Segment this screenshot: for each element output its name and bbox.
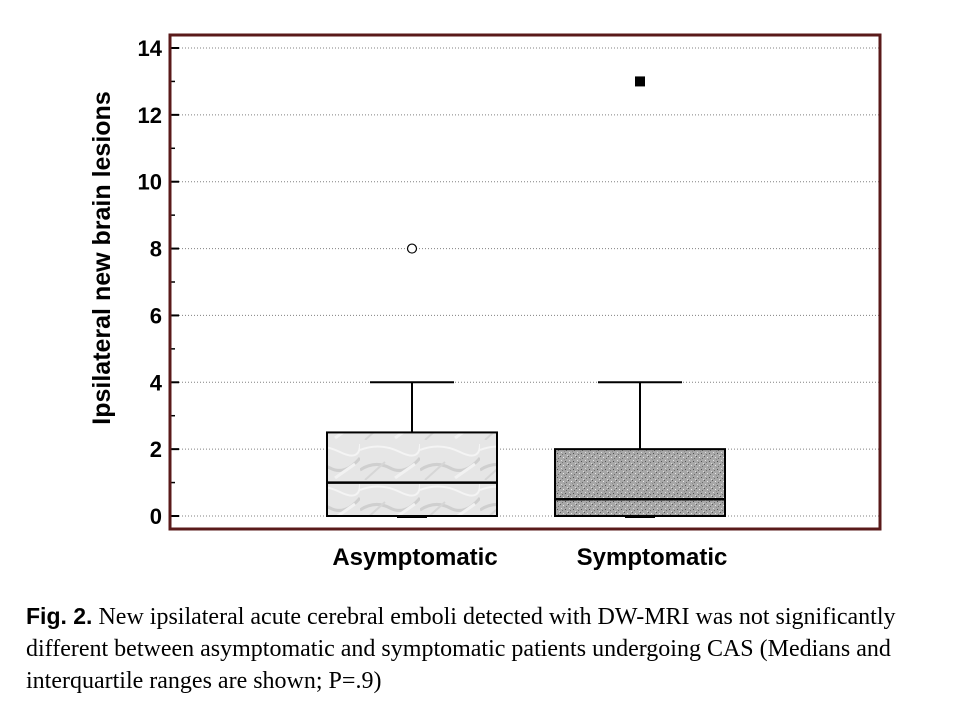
category-label: Symptomatic — [576, 544, 728, 571]
gridlines — [170, 48, 880, 516]
box-symptomatic — [555, 76, 725, 517]
figure-caption — [26, 600, 951, 697]
y-tick-label: 8 — [149, 236, 162, 262]
box-asymptomatic — [327, 244, 497, 517]
y-tick-label: 10 — [137, 169, 162, 195]
box-iqr — [327, 432, 497, 516]
box-iqr — [555, 449, 725, 516]
y-tick-label: 2 — [149, 437, 162, 463]
outlier-point — [408, 244, 417, 253]
y-tick-label: 14 — [137, 36, 162, 61]
y-tick-label: 6 — [149, 303, 162, 329]
y-axis-title: Ipsilateral new brain lesions — [88, 91, 116, 425]
plot-frame — [170, 35, 880, 529]
y-tick-labels — [138, 36, 163, 529]
y-tick-label: 0 — [149, 504, 162, 529]
outlier-point — [635, 76, 645, 86]
y-tick-label: 4 — [149, 370, 162, 396]
caption-label: Fig. 2. — [26, 603, 93, 629]
category-label: Asymptomatic — [332, 544, 498, 571]
boxes — [327, 76, 725, 517]
category-labels — [332, 544, 727, 571]
caption-text: New ipsilateral acute cerebral emboli detected with DW-MRI was not significantly different between asymptomatic and symptomatic patients undergoing CAS (Medians and interquartile ranges are shown; P=.9) — [26, 604, 896, 694]
y-tick-label: 12 — [137, 102, 162, 128]
